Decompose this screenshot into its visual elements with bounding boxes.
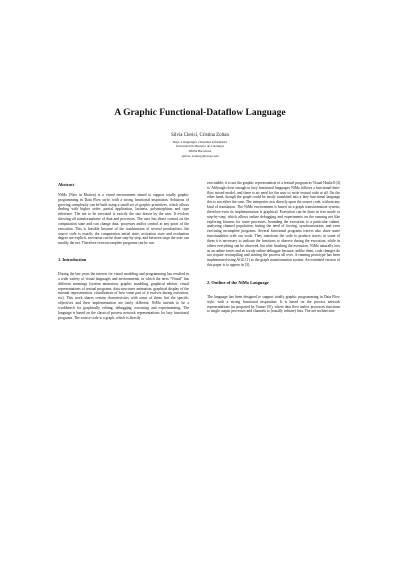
authors: Silvia Clerici, Cristina Zoltan xyxy=(171,133,229,138)
affiliation-university: Universitat Politècnica de Catalunya xyxy=(175,144,225,149)
affiliation-dept: Dept. Llenguatges i Sistemes Informàtics xyxy=(172,139,228,144)
right-column-text-1: executable; it is not the graphic representation of a textual program as Visual Haskell [4] is. Although close enough to lazy functional languages NiMo follows a functional-data-flow mixed model, and there is no need for the user to write textual code at all. On the other hand, though the graph could be easily translated into a lazy functional language this is not either the case. The interpreter acts directly upon the source code, without any kind of translation. The NiMo environment is based on a graph transformation system; therefore even its implementation is graphical. Execution can be done in free mode or step-by-step, which allows online debugging and experiments on the running net like exploring fairness for some processes, bounding the execution to a particular subnet, analyzing channel population, testing the need of forcing, synchronization, and even executing incomplete programs. Several functional programs tracers also share some functionalities with our work. They transform the code to produce traces; in some of them it is necessary to indicate the functions to observe during the execution, while in others everything can be observed, but after finishing the execution. NiMo naturally acts as an online tracer and as a truly online debugger because, unlike them, code changes do not require recompiling and starting the process all over. A running prototype has been implemented using AGG [1] as the graph transformation system. An extended version of this paper is to appear in [3]. xyxy=(207,181,340,268)
abstract-text: NiMo (Nets in Motion) is a visual environment aimed to support totally graphic programming in Data Flow style, with a strong functional inspiration. Solutions of growing complexity can be built using a small set of graphic primitives, which allows dealing with higher order, partial application, laziness, polymorphism and type inference. The net to be executed is exactly the one drawn by the user. It evolves showing all transformations of data and processes. The user has direct control on the computation state and can change data, processes and/or control at any point of the execution. This is feasible because of the combination of several peculiarities: the source code is exactly the computation initial state, activation state and evaluation degree are explicit, execution can be done step-by-step, and between steps the user can modify the net. Therefore even incomplete programs can be run. xyxy=(58,193,189,246)
introduction-text: During the last years the interest for visual modeling and programming has resulted in a wide variety of visual languages and environments, in which the term “Visual” has different meanings (system animation, graphic modeling, graphical edition, visual representations of textual programs, data structures animation, graphical display of the internal representation, visualization of how some part of it evolves during execution, etc). This work shares certain characteristics with some of them, but the specific objectives and their implementation are fairly different. NiMo intends to be a workbench for graphically editing, debugging, executing and experimenting. The language is based on the classical process network representations for lazy functional programs. The source code is a graph, which is directly xyxy=(58,272,189,320)
affiliation-city: 08034 Barcelona xyxy=(188,148,212,153)
abstract-heading: Abstract xyxy=(58,182,75,187)
introduction-heading: 1. Introduction xyxy=(58,257,87,263)
paper-title: A Graphic Functional-Dataflow Language xyxy=(114,108,286,118)
author-block xyxy=(0,133,400,158)
section-2-heading: 2. Outline of the NiMo Language xyxy=(207,279,269,285)
right-column xyxy=(207,181,340,314)
left-column xyxy=(58,182,189,320)
author-email: {silvia, zoltan}@lsi.upc.edu xyxy=(181,153,219,158)
right-column-text-2: The language has been designed to support totally graphic programming in Data Flow style, with a strong functional inspiration. It is based on the process network representations (as proposed by Turner [5]), where data flow and/or processes functions to single output processes and channels to (usually infinite) lists. The net architecture xyxy=(207,294,340,314)
